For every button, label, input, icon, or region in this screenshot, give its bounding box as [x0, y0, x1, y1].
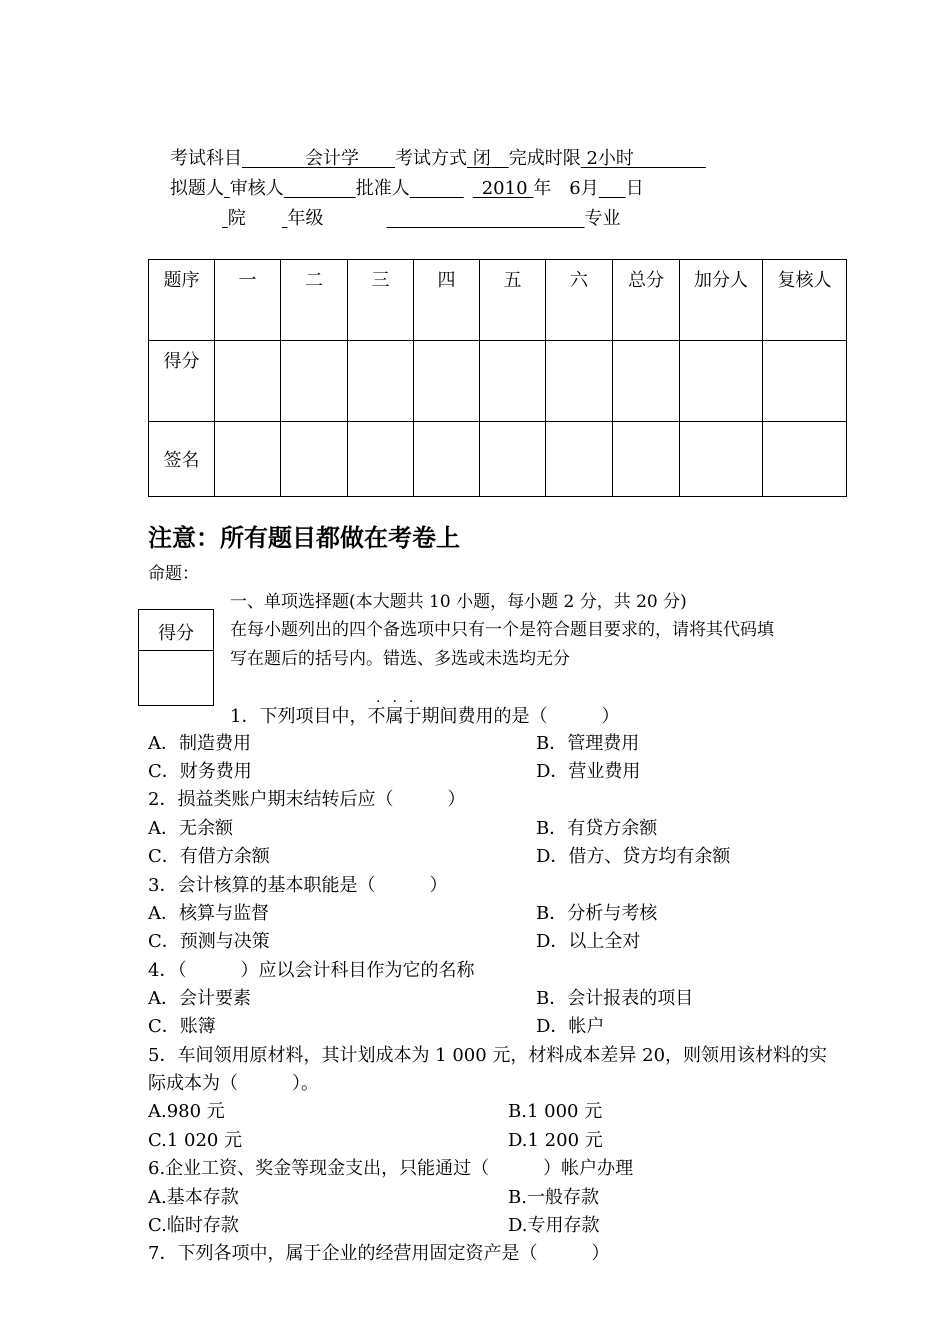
- option-c: C.临时存款: [148, 1215, 239, 1236]
- section-score-box: [138, 609, 214, 706]
- section-title: 一、单项选择题(本大题共 10 小题，每小题 2 分，共 20 分): [230, 592, 687, 612]
- emphasis-dots: ...: [376, 690, 426, 706]
- notice-heading: 注意：所有题目都做在考卷上: [148, 523, 460, 552]
- score-cell[interactable]: [763, 341, 847, 422]
- table-header-row: [149, 260, 847, 341]
- option-c: C．有借方余额: [148, 846, 270, 867]
- section-score-label: 得分: [139, 610, 213, 651]
- signature-cell[interactable]: [763, 422, 847, 497]
- option-b: B.一般存款: [508, 1187, 599, 1208]
- author-label: 拟题人: [170, 178, 224, 199]
- option-a: A．无余额: [148, 818, 233, 839]
- score-cell[interactable]: [613, 341, 680, 422]
- year-value: 2010: [481, 178, 528, 199]
- table-header-cell: 二: [281, 260, 348, 341]
- signature-cell[interactable]: [414, 422, 480, 497]
- option-d: D．帐户: [536, 1016, 605, 1037]
- option-d: D．以上全对: [536, 931, 641, 952]
- proposition-label: 命题：: [148, 564, 199, 584]
- signature-cell[interactable]: [348, 422, 414, 497]
- row-label-score: 得分: [149, 341, 215, 422]
- score-cell[interactable]: [215, 341, 281, 422]
- question-stem: 7．下列各项中，属于企业的经营用固定资产是（ ）: [148, 1243, 610, 1264]
- option-d: D.1 200 元: [508, 1130, 603, 1151]
- option-a: A．会计要素: [148, 988, 251, 1009]
- table-header-cell: 复核人: [763, 260, 847, 341]
- day-blank: [599, 178, 626, 199]
- question-stem: 4．（ ）应以会计科目作为它的名称: [148, 960, 475, 981]
- question-stem: 3．会计核算的基本职能是（ ）: [148, 875, 448, 896]
- question-stem: 2．损益类账户期末结转后应（ ）: [148, 789, 466, 810]
- option-c: C．预测与决策: [148, 931, 270, 952]
- subject-label: 考试科目: [170, 148, 242, 169]
- table-header-cell: 加分人: [680, 260, 763, 341]
- signature-cell[interactable]: [480, 422, 546, 497]
- approver-blank: [410, 178, 464, 199]
- table-header-cell: 总分: [613, 260, 680, 341]
- table-header-cell: 三: [348, 260, 414, 341]
- signature-cell[interactable]: [215, 422, 281, 497]
- option-b: B．分析与考核: [536, 903, 658, 924]
- year-unit: 年: [533, 178, 552, 199]
- subject-value: 会计学: [305, 148, 359, 169]
- question-stem: 5．车间领用原材料，其计划成本为 1 000 元，材料成本差异 20，则领用该材料的实: [148, 1045, 828, 1066]
- score-cell[interactable]: [480, 341, 546, 422]
- month-value: 6: [569, 178, 581, 199]
- major-label: 专业: [584, 208, 621, 229]
- grade-label: 年级: [287, 208, 324, 229]
- option-b: B.1 000 元: [508, 1101, 603, 1122]
- option-b: B．管理费用: [536, 733, 640, 754]
- option-a: A．核算与监督: [148, 903, 269, 924]
- option-c: C.1 020 元: [148, 1130, 243, 1151]
- option-a: A.980 元: [148, 1101, 225, 1122]
- option-c: C．账簿: [148, 1016, 216, 1037]
- header-line-3: [222, 210, 620, 228]
- major-blank: [386, 208, 584, 229]
- time-label: 完成时限: [508, 148, 581, 169]
- option-a: A.基本存款: [148, 1187, 239, 1208]
- method-value: 闭: [472, 148, 491, 169]
- score-table: [148, 259, 847, 497]
- reviewer-blank: [284, 178, 356, 199]
- table-header-cell: 题序: [149, 260, 215, 341]
- signature-cell[interactable]: [281, 422, 348, 497]
- reviewer-label: 审核人: [229, 178, 284, 199]
- score-cell[interactable]: [546, 341, 613, 422]
- option-d: D．营业费用: [536, 761, 641, 782]
- row-label-signature: 签名: [149, 422, 215, 497]
- section-score-field[interactable]: [139, 651, 213, 705]
- month-unit: 月: [580, 178, 599, 199]
- option-a: A．制造费用: [148, 733, 251, 754]
- option-c: C．财务费用: [148, 761, 252, 782]
- question-stem: 1．下列项目中，不属于期间费用的是（ ）: [230, 706, 620, 727]
- table-header-cell: 五: [480, 260, 546, 341]
- question-stem-continued: 际成本为（ ）。: [148, 1073, 319, 1094]
- score-cell[interactable]: [281, 341, 348, 422]
- table-row-signature: [149, 422, 847, 497]
- college-label: 院: [227, 208, 246, 229]
- signature-cell[interactable]: [546, 422, 613, 497]
- signature-cell[interactable]: [680, 422, 763, 497]
- table-header-cell: 六: [546, 260, 613, 341]
- table-header-cell: 四: [414, 260, 480, 341]
- signature-cell[interactable]: [613, 422, 680, 497]
- score-cell[interactable]: [348, 341, 414, 422]
- question-stem: 6.企业工资、奖金等现金支出，只能通过（ ）帐户办理: [148, 1158, 634, 1179]
- table-row-score: [149, 341, 847, 422]
- day-unit: 日: [625, 178, 644, 199]
- method-label: 考试方式: [395, 148, 467, 169]
- header-line-2: [170, 180, 644, 198]
- option-b: B．有贷方余额: [536, 818, 658, 839]
- option-b: B．会计报表的项目: [536, 988, 694, 1009]
- approver-label: 批准人: [355, 178, 410, 199]
- table-header-cell: 一: [215, 260, 281, 341]
- section-instruction-1: 在每小题列出的四个备选项中只有一个是符合题目要求的，请将其代码填: [230, 620, 774, 640]
- section-instruction-2: 写在题后的括号内。错选、多选或未选均无分: [230, 649, 570, 669]
- header-line-1: [170, 150, 706, 168]
- option-d: D．借方、贷方均有余额: [536, 846, 731, 867]
- option-d: D.专用存款: [508, 1215, 600, 1236]
- score-cell[interactable]: [414, 341, 480, 422]
- time-value: 2小时: [586, 148, 634, 169]
- score-cell[interactable]: [680, 341, 763, 422]
